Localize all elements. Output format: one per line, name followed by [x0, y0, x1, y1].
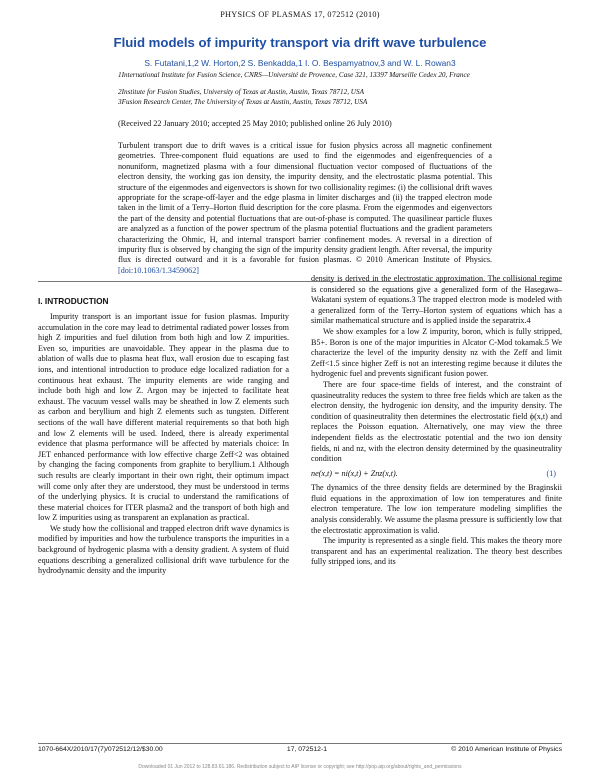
received-dates: (Received 22 January 2010; accepted 25 May 2010; published online 26 July 2010) — [118, 119, 392, 128]
doi-link[interactable]: [doi:10.1063/1.3459062] — [118, 265, 199, 275]
footer-copyright-code: 1070-664X/2010/17(7)/072512/12/$30.00 — [38, 746, 163, 753]
paragraph: The impurity is represented as a single field. This makes the theory more transparent and has an experimental realization. The theory best describes fully stripped ions, and its — [311, 536, 562, 567]
download-notice: Downloaded 01 Jun 2012 to 128.83.61.186. Redistribution subject to AIP license or copyright; see http://pop.aip.org/about/rights_and_permissions — [138, 764, 462, 770]
paragraph: The dynamics of the three density fields are determined by the Braginskii fluid equations in the approximation of low ion temperatures and finite electron temperature. The low ion temperature modeling simplifies the analysis considerably. We assume the plasma pressure is sufficiently low that the electrostatic approximation is valid. — [311, 483, 562, 535]
footer-divider — [38, 743, 562, 744]
paragraph: There are four space-time fields of interest, and the constraint of quasineutrality reduces the system to three free fields which are taken as the electron density, the hydrogenic ion density, and the impurity density. The condition of quasineutrality then determines the electrostatic field ϕ(x,t) and replaces the Poisson equation. Alternatively, one may view the three independent fields as the electrostatic potential and the two ion density fields, ni and nz, with the electron density determined by the quasineutrality condition — [311, 379, 562, 464]
paragraph: density is derived in the electrostatic approximation. The collisional regime is considered so the equations give a generalized form of the Hasegawa–Wakatani system of equations.3 The trapped electron mode is modeled with a generalized form of the Terry–Horton system of equations which has a similar mathematical structure and is applied inside the separatrix.4 — [311, 274, 562, 326]
left-column — [38, 312, 289, 577]
abstract — [118, 141, 492, 276]
footer-publisher: © 2010 American Institute of Physics — [451, 746, 562, 753]
equation-1 — [311, 469, 562, 480]
affiliation-1: 1International Institute for Fusion Science, CNRS—Université de Provence, Case 321, 13397 Marseille Cedex 20, France — [118, 71, 470, 79]
equation-text: ne(x,t) = ni(x,t) + Znz(x,t). — [311, 468, 398, 478]
affiliation-2: 2Institute for Fusion Studies, University of Texas at Austin, Austin, Texas 78712, USA — [118, 88, 364, 96]
journal-header: PHYSICS OF PLASMAS 17, 072512 (2010) — [220, 10, 380, 19]
paragraph: We show examples for a low Z impurity, boron, which is fully stripped, B5+. Boron is one of the major impurities in Alcator C-Mod tokamak.5 We characterize the level of the impurity density nz with the Zeff and limit Zeff<1.5 since higher Zeff is not an interesting regime because it dilutes the hydrogenic fuel and prevents significant fusion power. — [311, 326, 562, 379]
paragraph: Impurity transport is an important issue for fusion plasmas. Impurity accumulation in the core may lead to detrimental radiated power losses from high Z impurities and fuel dilution from both high and low Z impurities. Even so, impurities are unavoidable. They appear in the plasma due to ablation of walls due to plasma heat flux, wall erosion due to escaping fast ions, and intentional introduction to produce edge localized radiation for a continuous heat exhaust. The impurity elements are wide ranging and include both high and low Z. Argon may be injected to facilitate heat exhaust. The vacuum vessel walls may be sheathed in low Z elements such as carbon and beryllium and high Z elements such as tungsten. Different sections of the wall have different material requirements so that both high and low Z elements will be used. Indeed, there is already experimental evidence that plasma performance will be affected by materials choice: In JET enhanced performance with low effective charge Zeff<2 was obtained by changing the facing components from graphite to beryllium.1 Although such results are clearly important in their own right, their optimum impact will come only after they are understood, they must be understood in terms of the underlying physics. It is crucial to understand the ramifications of these material choices for ITER plasma2 and the transport of both high and low Z impurities using as transparent an explanation as practical. — [38, 312, 289, 523]
affiliation-3: 3Fusion Research Center, The University of Texas at Austin, Austin, Texas 78712, USA — [118, 98, 368, 106]
footer-page-number: 17, 072512-1 — [286, 746, 327, 753]
paragraph: We study how the collisional and trapped electron drift wave dynamics is modified by impurities and how the turbulence transports the impurities in a background of hydrogenic plasma with a density gradient. A system of fluid equations describing a generalized collisional drift wave turbulence for the hydrodynamic density and the impurity — [38, 523, 289, 576]
right-column — [311, 274, 562, 568]
author-list: S. Futatani,1,2 W. Horton,2 S. Benkadda,1 I. O. Bespamyatnov,3 and W. L. Rowan3 — [144, 58, 456, 68]
section-heading: I. INTRODUCTION — [38, 296, 109, 306]
equation-number[interactable]: (1) — [546, 468, 556, 478]
page-footer — [38, 746, 562, 753]
paper-title: Fluid models of impurity transport via drift wave turbulence — [113, 35, 487, 50]
abstract-text: Turbulent transport due to drift waves is a critical issue for fusion physics across all magnetic confinement geometries. Three-component fluid equations are used to find the eigenmodes and eigenfrequencies of a nonuniform, magnetized plasma with a four dimensional fluctuation vector composed of fluctuations of the electron density, the working gas ion density, the impurity density, and the electrostatic plasma potential. This structure of the eigenmodes and eigenvectors is shown for two collisionality regimes: (i) the collisional drift waves appropriate for the scrape-off-layer and the edge plasma in limiter discharges and (ii) the trapped electron mode taken in the limit of a Terry–Horton fluid description for the core plasma. From the eigenmodes and eigenvectors the part of the density and potential fluctuations that are out-of-phase is computed. The quasilinear particle fluxes are analyzed as a function of the power spectrum of the plasma potential fluctuations and the gradient parameters characterizing the Ohmic, H, and internal transport barrier confinement modes. A reversal in a direction of impurity flux is observed by changing the sign of the impurity density gradient length. After reversal, the impurity flux is directed outward and it is a favorable for fusion plasmas. © 2010 American Institute of Physics. — [118, 141, 492, 265]
